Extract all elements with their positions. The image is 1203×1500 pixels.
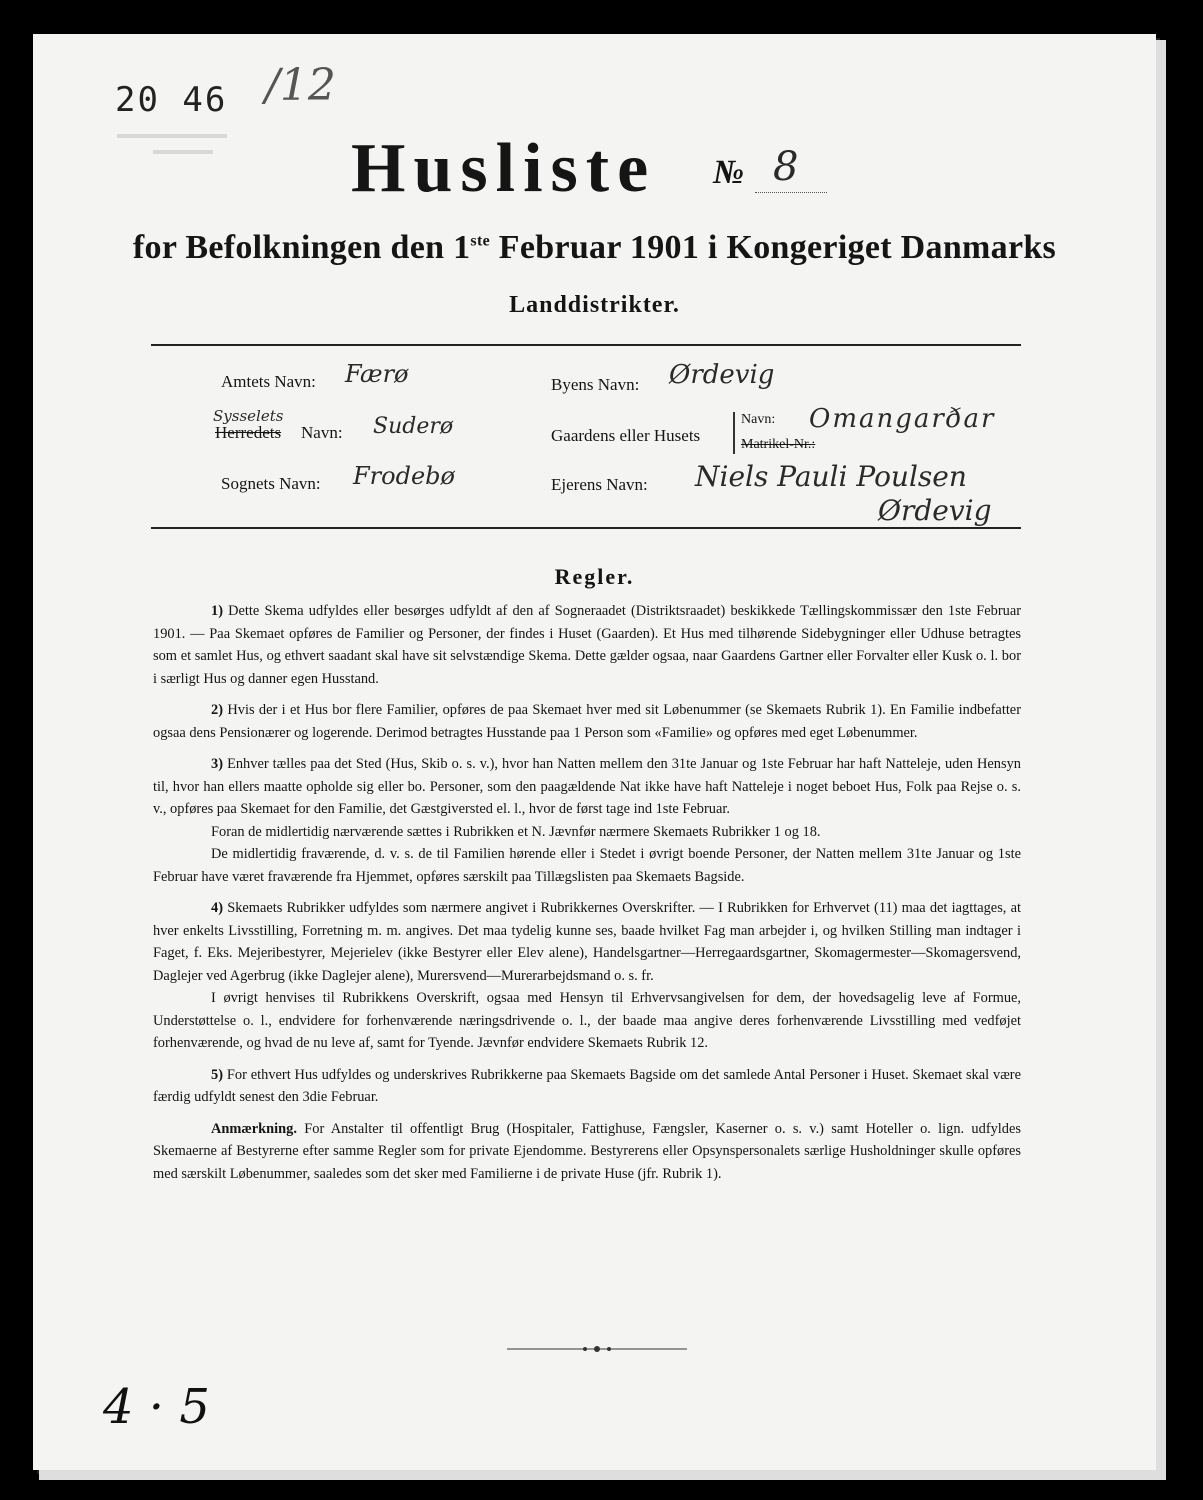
- navn-label: Navn:: [741, 412, 776, 427]
- form-subtitle: for Befolkningen den 1ste Februar 1901 i Kongeriget Danmarks: [132, 229, 1057, 266]
- rule-4-continuation: I øvrigt henvises til Rubrikkens Overskrift, ogsaa med Hensyn til Erhvervsangivelsen for dem, der hovedsagelig leve af Formue, Understøttelse o. l., endvidere for forhenværende næringsdrivende o. l., der baade maa angive deres forhenværende Livsstilling med vedføjet forhenværende, og hvad de nu leve af, samt for Tyende. Jævnfør endvidere Skemaets Rubrik 12.: [153, 990, 1021, 1051]
- herred-struck-label: Herredets: [215, 423, 282, 442]
- brace-line: [733, 412, 735, 454]
- archive-number: 20 46: [115, 80, 228, 120]
- herred-label: Navn:: [301, 423, 343, 442]
- regler-heading: Regler.: [554, 564, 635, 589]
- rule-3-continuation-2: De midlertidig fraværende, d. v. s. de til Familien hørende eller i Stedet i øvrigt boende Personer, der Natten mellem 31te Januar og 1ste Februar have været fraværende fra Hjemmet, opføres særskilt paa Tillægslisten paa Skemaets Bagside.: [153, 846, 1021, 885]
- ejer-value-place: Ørdevig: [878, 494, 992, 527]
- by-label: Byens Navn:: [551, 375, 640, 394]
- top-rule: [151, 344, 1021, 346]
- rule-1: 1) Dette Skema udfyldes eller besørges udfyldt af den af Sogneraadet (Distriktsraadet) beskikkede Tællingskommissær den 1ste Februar 1901. — Paa Skemaet opføres de Familier og Personer, der findes i Huset (Gaarden). Et Hus med tilhørende Sidebygninger eller Udhuse betragtes som et samlet Hus, og ethvert saadant skal have sit selvstændige Skema. Dette gælder ogsaa, naar Gaardens Gartner eller Forvalter eller Kusk o. l. bor i særligt Hus og danner egen Husstand.: [153, 603, 1021, 687]
- rule-5: 5) For ethvert Hus udfyldes og underskrives Rubrikkerne paa Skemaets Bagside om det samlede Antal Personer i Huset. Skemaet skal være færdig udfyldt senest den 3die Februar.: [153, 1066, 1021, 1105]
- matrikel-struck-label: Matrikel-Nr.:: [741, 437, 816, 452]
- rules-body: [153, 600, 1021, 1194]
- amt-label: Amtets Navn:: [221, 372, 316, 391]
- bleed-through-mark: [117, 134, 227, 138]
- house-number: 8: [773, 144, 799, 190]
- handwritten-top-note: /12: [265, 60, 336, 111]
- form-subtitle-district: Landdistrikter.: [509, 292, 680, 318]
- rule-4: 4) Skemaets Rubrikker udfyldes som nærmere angivet i Rubrikkernes Overskrifter. — I Rubrikken for Erhvervet (11) maa det iagttages, at hver enkelts Livsstilling, Forretning m. m. angives. Det maa tydelig kunne ses, baade hvilket Fag man arbejder i, og hvilken Stilling man indtager i Faget, f. Eks. Mejeribestyrer, Mejerielev (ikke Bestyrer eller Elev alene), Handelsgartner—Herregaardsgartner, Skomagermester—Skomagersvend, Daglejer ved Agerbrug (ikke Daglejer alene), Murersvend—Murerarbejdsmand o. s. fr.: [153, 900, 1021, 984]
- page-edge-right: [1156, 40, 1166, 1470]
- sogn-value: Frodebø: [353, 462, 455, 490]
- handwritten-bottom-note: 4 · 5: [103, 1379, 210, 1435]
- ejer-value: Niels Pauli Poulsen: [695, 460, 967, 493]
- navn-value: Omangarðar: [809, 404, 996, 434]
- rule-3-continuation: Foran de midlertidig nærværende sættes i Rubrikken et N. Jævnfør nærmere Skemaets Rubrikker 1 og 18.: [211, 823, 821, 840]
- rule-2: 2) Hvis der i et Hus bor flere Familier, opføres de paa Skemaet hver med sit Løbenummer (se Skemaets Rubrik 1). En Familie indbefatter ogsaa dens Pensionærer og logerende. Derimod betragtes Husstande paa 1 Person som «Familie» og opføres med eget Løbenummer.: [153, 702, 1021, 741]
- form-title: Husliste: [351, 130, 657, 207]
- ornament-divider: [507, 1342, 687, 1354]
- gaard-label: Gaardens eller Husets: [551, 426, 701, 445]
- amt-value: Færø: [345, 360, 409, 388]
- number-underline: [755, 192, 827, 194]
- sogn-label: Sognets Navn:: [221, 474, 321, 493]
- census-form-sheet: [33, 34, 1156, 1470]
- herred-value: Suderø: [373, 414, 454, 439]
- rule-3: 3) Enhver tælles paa det Sted (Hus, Skib o. s. v.), hvor han Natten mellem den 31te Januar og 1ste Februar har haft Natteleje, uden Hensyn til, hvor han ellers maatte opholde sig eller bo. Personer, som den paagældende Nat ikke have haft Natteleje i noget beboet Hus, Folk paa Rejse o. s. v., opføres paa Skemaet for den Familie, det Gæstgiversted el. l., hvor de først tage ind 1ste Februar.: [153, 756, 1021, 817]
- by-value: Ørdevig: [669, 360, 775, 390]
- bleed-through-mark: [153, 150, 213, 154]
- numero-label: №: [713, 154, 745, 191]
- page-edge-bottom: [39, 1470, 1166, 1480]
- ejer-label: Ejerens Navn:: [551, 475, 648, 494]
- herred-hand-prefix: Sysselets: [213, 407, 284, 425]
- bottom-rule: [151, 527, 1021, 529]
- annotation-note: Anmærkning. For Anstalter til offentligt Brug (Hospitaler, Fattighuse, Fængsler, Kaserner o. s. v.) samt Hoteller o. lign. udfyldes Skemaerne af Bestyrerne efter samme Regler som for private Ejendomme. Bestyrerens eller Opsynspersonalets særlige Husholdninger skulle opføres med særskilt Løbenummer, saaledes som det sker med Familierne i de private Huse (jfr. Rubrik 1).: [153, 1120, 1021, 1182]
